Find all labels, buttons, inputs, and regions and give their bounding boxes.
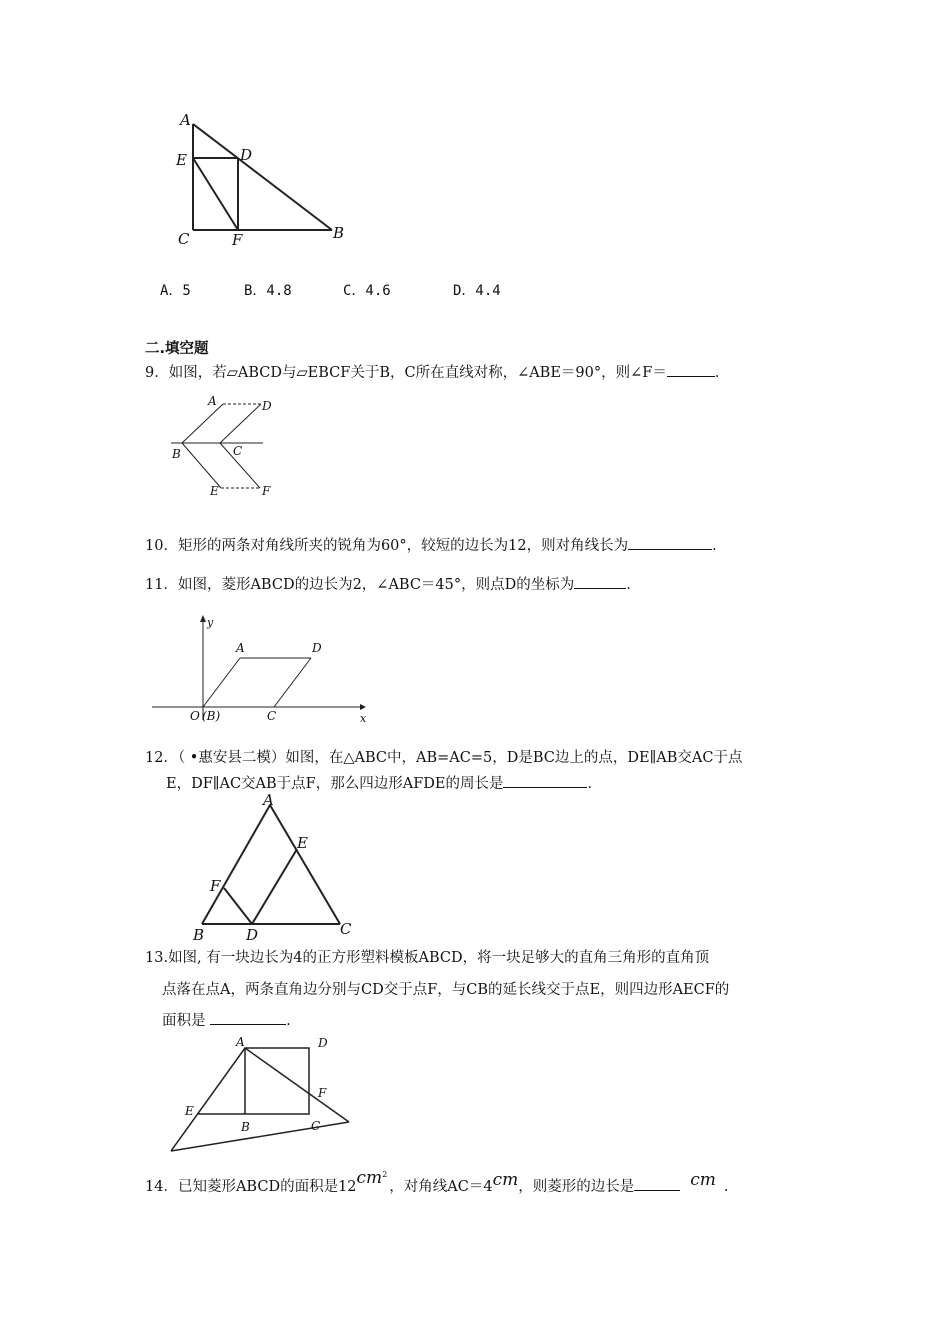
q9-label-E: E xyxy=(210,484,219,498)
label-C: C xyxy=(178,230,190,248)
q13-label-F: F xyxy=(318,1086,327,1100)
q9-end: ． xyxy=(714,365,730,381)
question-13-cont1 xyxy=(162,979,729,1001)
choice-b: B．4.8 xyxy=(244,283,292,299)
q12-label-E: E xyxy=(297,834,308,852)
q13-label-C: C xyxy=(311,1119,321,1133)
q9-label-B: B xyxy=(172,447,181,461)
question-13-cont2 xyxy=(162,1010,291,1032)
question-11 xyxy=(145,574,641,596)
q14-unit-sup: 2 xyxy=(382,1170,388,1179)
q10-answer-blank[interactable] xyxy=(628,535,712,550)
question-13 xyxy=(145,947,709,969)
label-A: A xyxy=(180,111,191,129)
q10-number: 10． xyxy=(145,538,178,554)
q10-text: 矩形的两条对角线所夹的锐角为60°，较短的边长为12，则对角线长为 xyxy=(177,538,629,554)
figure-q12 xyxy=(190,792,360,944)
figure-q11 xyxy=(150,612,380,727)
q12-end: ． xyxy=(587,776,602,792)
q13-label-E: E xyxy=(185,1104,194,1118)
q14-answer-blank[interactable] xyxy=(634,1176,680,1191)
q13-label-D: D xyxy=(318,1036,328,1050)
q12-label-C: C xyxy=(340,920,352,938)
q12-line1: （ •惠安县二模）如图，在△ABC中，AB=AC=5，D是BC边上的点，DE∥AB交AC于点 xyxy=(177,750,743,766)
q13-end: . xyxy=(286,1013,291,1029)
q12-label-D: D xyxy=(246,926,259,944)
q11-label-C: C xyxy=(267,709,277,723)
q9-label-D: D xyxy=(262,399,272,413)
q11-end: ． xyxy=(626,577,641,593)
figure-q9 xyxy=(168,393,283,503)
q9-text: 如图，若▱ABCD与▱EBCF关于B，C所在直线对称，∠ABE＝90°，则∠F＝ xyxy=(168,365,667,381)
q12-label-B: B xyxy=(193,926,205,944)
q11-answer-blank[interactable] xyxy=(574,574,626,589)
q11-label-O: O xyxy=(190,709,200,723)
figure-top-triangle xyxy=(170,108,360,253)
q10-end: ． xyxy=(712,538,727,554)
q12-label-A: A xyxy=(263,792,274,809)
q14-number: 14． xyxy=(145,1178,178,1195)
label-E: E xyxy=(176,151,187,169)
q13-label-A: A xyxy=(236,1035,245,1049)
q11-label-B: (B) xyxy=(202,709,221,723)
q14-end: . xyxy=(723,1178,729,1195)
q12-answer-blank[interactable] xyxy=(503,773,587,788)
section-title: 二.填空题 xyxy=(145,341,209,357)
q11-label-D: D xyxy=(312,641,322,655)
answer-choices xyxy=(0,280,950,300)
q13-line1: 如图, 有一块边长为4的正方形塑料模板ABCD，将一块足够大的直角三角形的直角顶 xyxy=(168,950,710,966)
q12-number: 12． xyxy=(145,750,178,766)
choice-a: A．5 xyxy=(160,283,191,299)
figure-q13 xyxy=(168,1035,358,1157)
q11-number: 11． xyxy=(145,577,178,593)
q12-line2: E，DF∥AC交AB于点F，那么四边形AFDE的周长是 xyxy=(166,776,504,792)
q14-text3: ，则菱形的边长是 xyxy=(518,1178,635,1195)
choice-d: D．4.4 xyxy=(453,283,501,299)
question-12 xyxy=(145,747,742,769)
q11-label-x: x xyxy=(360,712,367,725)
q14-unit-len: cm xyxy=(492,1169,519,1190)
q13-number: 13. xyxy=(145,950,169,966)
q13-label-B: B xyxy=(241,1120,250,1134)
question-10 xyxy=(145,535,727,557)
q13-line2: 点落在点A，两条直角边分别与CD交于点F，与CB的延长线交于点E，则四边形AECF的 xyxy=(162,982,730,998)
q13-answer-blank[interactable] xyxy=(210,1010,286,1025)
q12-label-F: F xyxy=(210,877,221,895)
question-9 xyxy=(145,362,729,384)
label-F: F xyxy=(232,231,243,249)
q14-unit-area: cm xyxy=(356,1167,383,1188)
q13-line3: 面积是 xyxy=(162,1013,211,1029)
q9-number: 9． xyxy=(145,365,169,381)
choice-c: C．4.6 xyxy=(343,283,391,299)
q14-unit-end: cm xyxy=(690,1169,716,1190)
label-D: D xyxy=(240,146,253,164)
q9-label-F: F xyxy=(262,484,271,498)
question-14 xyxy=(145,1167,729,1200)
q11-label-y: y xyxy=(207,616,214,629)
q11-text: 如图，菱形ABCD的边长为2，∠ABC＝45°，则点D的坐标为 xyxy=(177,577,575,593)
label-B: B xyxy=(333,224,345,242)
q14-text2: ，对角线AC＝4 xyxy=(389,1178,493,1195)
q9-label-A: A xyxy=(208,394,217,408)
q9-label-C: C xyxy=(233,444,243,458)
q9-answer-blank[interactable] xyxy=(667,362,715,377)
q14-text1: 已知菱形ABCD的面积是12 xyxy=(177,1178,357,1195)
q11-label-A: A xyxy=(236,641,245,655)
